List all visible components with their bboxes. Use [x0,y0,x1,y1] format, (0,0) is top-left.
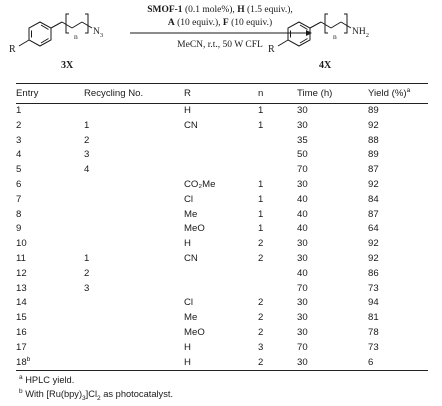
cell-yield: 92 [368,119,379,131]
cell-entry: 9 [16,223,22,235]
cell-n: 1 [258,208,264,220]
cell-entry: 14 [16,297,27,309]
cell-time: 70 [297,282,308,294]
cell-entry: 1 [16,105,22,116]
r-label-left: R [9,44,16,55]
cell-r: H [184,105,191,116]
cell-n: 2 [258,326,264,338]
product-compound-label: 4X [319,60,332,71]
cell-r: H [184,356,258,371]
cell-r: Me [184,312,198,324]
conditions-line-3: MeCN, r.t., 50 W CFL [177,40,263,50]
cell-entry: 11 [16,252,26,264]
cell-recycling: 4 [84,164,90,176]
cell-time: 50 [297,149,308,161]
cell-r [184,282,258,297]
cell-r: CO₂Me [184,178,216,190]
cell-time: 30 [297,326,308,338]
benzene-ring-left [29,22,51,46]
cell-entry: 2 [16,119,22,131]
cell-recycling [84,356,184,371]
table-row [16,252,428,267]
table-row [16,134,428,149]
cell-recycling [84,311,184,326]
cell-yield: 6 [368,356,428,371]
cell-recycling: 2 [84,267,90,279]
cell-n: 2 [258,297,264,309]
cell-entry: 3 [16,134,22,146]
cell-recycling [84,341,184,356]
cell-recycling [84,237,184,252]
table-row [16,237,428,252]
table-row [16,148,428,163]
start-compound-label: 3X [61,60,74,71]
results-table [16,83,428,371]
cell-recycling [84,208,184,223]
cell-recycling [84,296,184,311]
header-row [16,84,428,104]
cell-time: 40 [297,208,308,220]
cell-entry: 4 [16,149,22,161]
cell-entry: 18$^b$ [16,356,84,371]
cell-r [184,163,258,178]
cell-yield: 73 [368,282,379,294]
cell-time: 35 [297,134,308,146]
cell-n: 1 [258,193,264,205]
cell-yield: 78 [368,326,379,338]
table-row [16,222,428,237]
cell-time: 30 [297,356,368,371]
cell-entry: 10 [16,238,27,250]
cell-n: 1 [258,223,264,235]
cell-yield: 64 [368,223,379,235]
cell-time: 30 [297,312,308,324]
cell-n: 2 [258,252,264,264]
table-row [16,311,428,326]
table-row [16,163,428,178]
conditions-line-2: A (10 equiv.), F (10 equiv.) [167,17,273,28]
footnote-b: $^b$ With $[Ru(bpy)_3]Cl_2$ as photocatalyst. [19,387,174,402]
cell-yield: 94 [368,297,379,309]
cell-r: Cl [184,193,194,205]
cell-time: 30 [297,297,308,309]
header-yield: Yield (%)$^a$ [368,84,428,104]
reaction-conditions [130,4,310,52]
cell-yield: 89 [368,149,379,161]
table-row [16,341,428,356]
cell-yield: 88 [368,134,379,146]
table-row [16,193,428,208]
cell-n [258,148,297,163]
cell-n: 1 [258,178,264,190]
cell-entry: 7 [16,193,22,205]
cell-yield: 92 [368,238,379,250]
azide-label: $N_3$ [93,27,104,39]
cell-recycling: 3 [84,282,90,294]
cell-r: Cl [184,297,194,309]
header-entry: Entry [16,84,84,104]
cell-yield: 87 [368,208,379,220]
cell-time: 30 [297,105,308,116]
cell-time: 40 [297,267,308,279]
cell-n [258,163,297,178]
table-row [16,296,428,311]
cell-r: CN [184,252,198,264]
footnote-a: $^a$ HPLC yield. [19,373,75,385]
cell-n: 1 [258,119,264,131]
table-row [16,178,428,193]
cell-entry: 17 [16,341,27,353]
n-label-right: n [333,32,337,41]
cell-time: 30 [297,238,308,250]
conditions-line-1: SMOF-1 (0.1 mole%), H (1.5 equiv.), [147,5,293,15]
cell-entry: 5 [16,164,22,176]
cell-n: 1 [258,105,264,116]
cell-time: 40 [297,223,308,235]
cell-recycling [84,222,184,237]
cell-recycling: 3 [84,149,90,161]
cell-recycling [84,104,184,119]
table-row [16,104,428,119]
cell-r [184,134,258,149]
cell-time: 70 [297,341,308,353]
cell-entry: 15 [16,312,27,324]
cell-recycling: 2 [84,134,90,146]
cell-yield: 81 [368,312,379,324]
cell-recycling: 1 [84,119,90,131]
table-row [16,326,428,341]
cell-n [258,134,297,149]
cell-entry: 12 [16,267,27,279]
header-recycling: Recycling No. [84,84,184,104]
cell-yield: 87 [368,164,379,176]
cell-entry: 13 [16,282,27,294]
cell-yield: 92 [368,178,379,190]
header-time: Time (h) [297,84,368,104]
cell-r: H [184,238,191,250]
cell-n: 2 [258,312,264,324]
cell-recycling [84,178,184,193]
cell-time: 30 [297,119,308,131]
header-n: n [258,84,297,104]
cell-r: CN [184,119,198,131]
cell-entry: 16 [16,326,27,338]
table-row [16,282,428,297]
cell-n [258,282,297,297]
cell-r: MeO [184,326,205,338]
cell-entry: 6 [16,178,22,190]
table-row [16,356,428,371]
cell-yield: 86 [368,267,379,279]
cell-r [184,267,258,282]
cell-n: 2 [258,356,297,371]
cell-recycling [84,193,184,208]
cell-n: 2 [258,238,264,250]
cell-yield: 89 [368,105,379,116]
cell-time: 70 [297,164,308,176]
r-label-right: R [268,44,275,55]
cell-r: Me [184,208,198,220]
cell-time: 30 [297,178,308,190]
header-r: R [184,84,258,104]
reaction-scheme [0,0,442,78]
table-body [16,104,428,371]
table-row [16,119,428,134]
cell-r: MeO [184,223,205,235]
cell-entry: 8 [16,208,22,220]
cell-yield: 92 [368,252,379,264]
cell-time: 30 [297,252,308,264]
cell-recycling: 1 [84,252,90,264]
amine-label: $NH_2$ [352,27,369,39]
n-label-left: n [74,32,78,41]
cell-r [184,148,258,163]
cell-time: 40 [297,193,308,205]
table-row [16,208,428,223]
cell-yield: 73 [368,341,379,353]
cell-n [258,267,297,282]
cell-recycling [84,326,184,341]
cell-r: H [184,341,191,353]
table-row [16,267,428,282]
cell-yield: 84 [368,193,379,205]
cell-n: 3 [258,341,264,353]
